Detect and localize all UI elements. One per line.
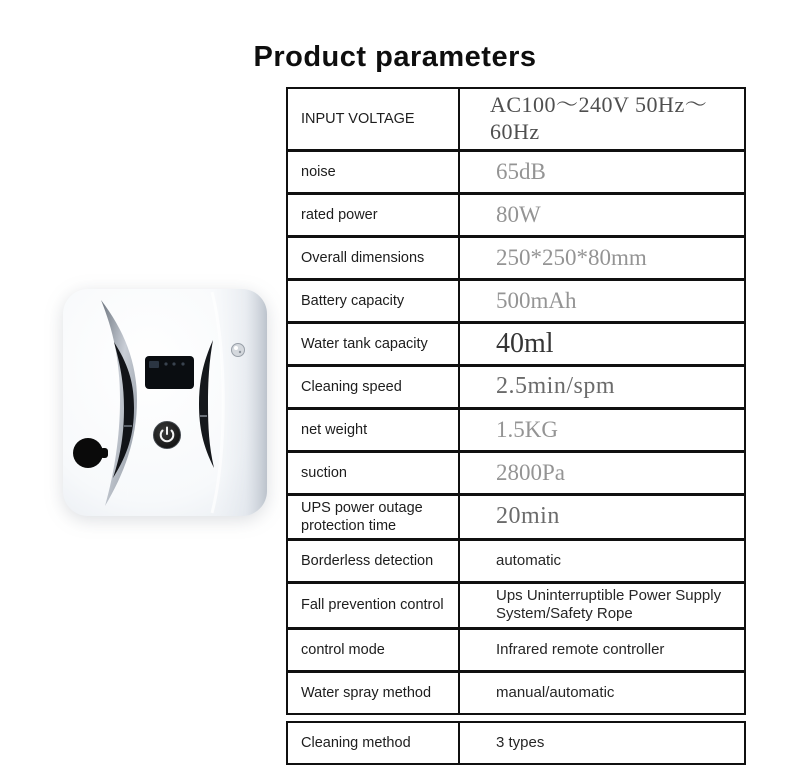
param-value: 1.5KG (496, 416, 558, 442)
param-label: Water tank capacity (288, 324, 460, 364)
table-row (286, 279, 746, 323)
param-value: automatic (496, 551, 562, 569)
param-value: 2800Pa (496, 459, 565, 485)
param-label: control mode (288, 630, 460, 670)
param-value: 3 types (496, 733, 545, 751)
table-row (286, 193, 746, 237)
param-label: suction (288, 453, 460, 493)
table-row (286, 236, 746, 280)
param-label: Overall dimensions (288, 238, 460, 278)
param-label: Cleaning method (288, 723, 460, 763)
param-value: 40ml (496, 327, 554, 359)
param-value: 500mAh (496, 287, 577, 313)
param-label: Borderless detection (288, 541, 460, 581)
table-row (286, 365, 746, 409)
param-value: 250*250*80mm (496, 244, 647, 270)
table-row (286, 322, 746, 366)
product-image (62, 288, 268, 517)
param-label: UPS power outage protection time (288, 496, 460, 538)
table-row (286, 539, 746, 583)
page-title: Product parameters (253, 41, 537, 74)
param-label: INPUT VOLTAGE (288, 89, 460, 149)
table-row (286, 494, 746, 540)
param-value: 65dB (496, 158, 546, 184)
param-value: 2.5min/spm (496, 373, 616, 400)
param-label: Battery capacity (288, 281, 460, 321)
param-label: Cleaning speed (288, 367, 460, 407)
table-row (286, 87, 746, 151)
param-label: net weight (288, 410, 460, 450)
param-value: 20min (496, 503, 560, 530)
table-row (286, 150, 746, 194)
table-row (286, 582, 746, 629)
table-row (286, 671, 746, 715)
param-label: noise (288, 152, 460, 192)
param-value: Infrared remote controller (496, 640, 665, 658)
table-row (286, 721, 746, 765)
param-label: rated power (288, 195, 460, 235)
param-value: 80W (496, 201, 541, 227)
robot-display (145, 356, 194, 389)
spray-nozzle (73, 438, 103, 468)
param-value: manual/automatic (496, 683, 615, 701)
param-label: Fall prevention control (288, 584, 460, 627)
table-row (286, 628, 746, 672)
table-row (286, 451, 746, 495)
param-value: AC100～240V 50Hz～60Hz (490, 92, 708, 144)
stud-button (232, 344, 245, 357)
parameters-table (286, 87, 746, 765)
param-label: Water spray method (288, 673, 460, 713)
param-value: Ups Uninterruptible Power Supply System/Safety Rope (496, 587, 722, 623)
table-row (286, 408, 746, 452)
